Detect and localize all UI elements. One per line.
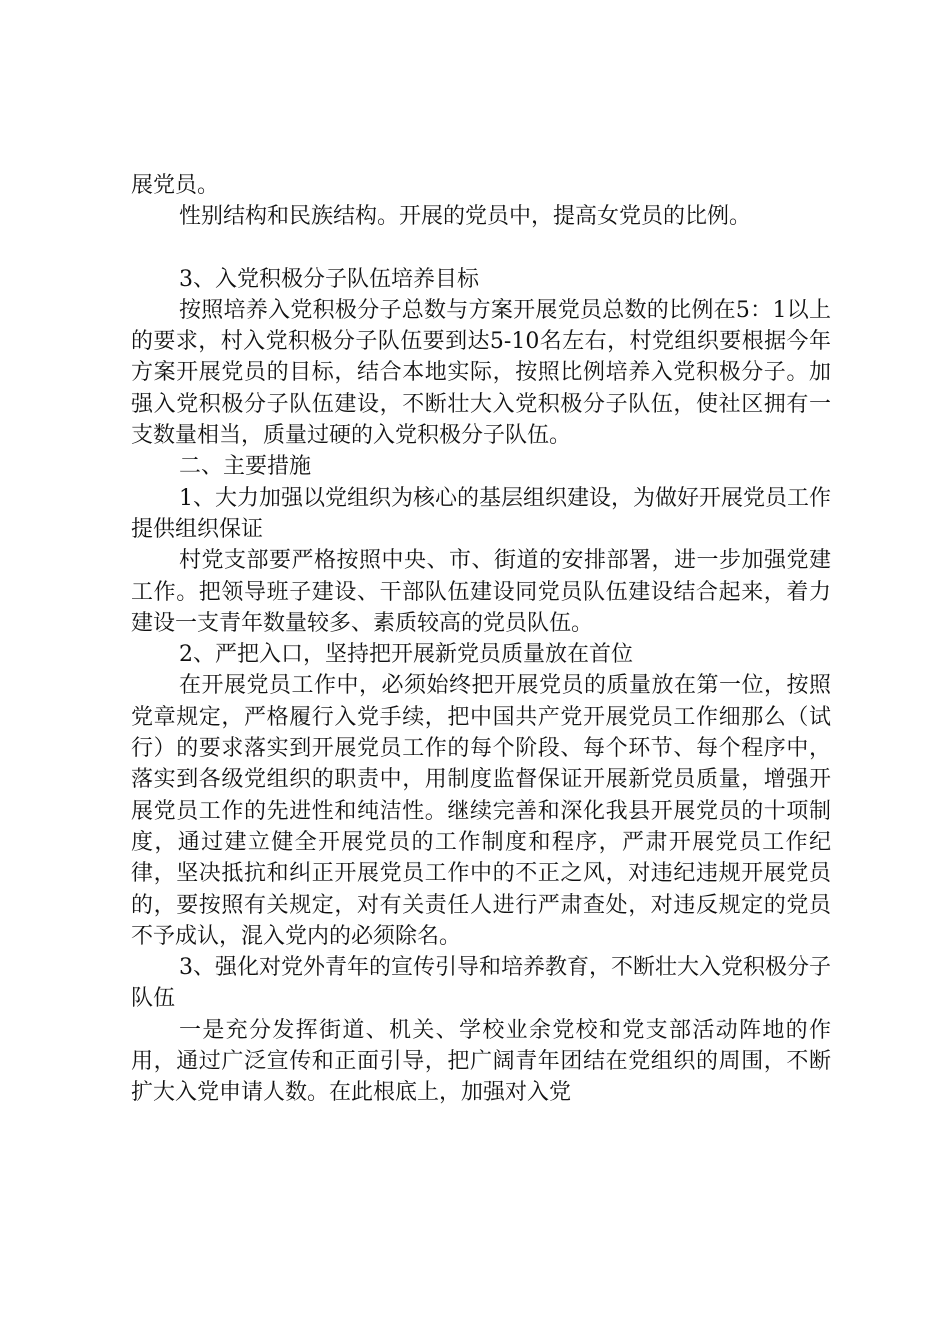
- paragraph-continuation: 展党员。: [131, 173, 220, 198]
- subheading-strict-entry: 2、严把入口，坚持把开展新党员质量放在首位: [179, 642, 633, 668]
- paragraph-gender-structure: 性别结构和民族结构。开展的党员中，提高女党员的比例。: [179, 204, 752, 230]
- paragraph-activist-ratio: 按照培养入党积极分子总数与方案开展党员总数的比例在5：1以上的要求，村入党积极分子队伍要到达5-10名左右，村党组织要根据今年方案开展党员的目标，结合本地实际，按照比例培养入党积极分子。加强入党积极分子队伍建设，不断壮大入党积极分子队伍，使社区拥有一支数量相当，质量过硬的入党积极分子队伍。: [131, 297, 831, 449]
- paragraph-branch-deployment: 村党支部要严格按照中央、市、街道的安排部署，进一步加强党建工作。把领导班子建设、干部队伍建设同党员队伍建设结合起来，着力建设一支青年数量较多、素质较高的党员队伍。: [131, 548, 831, 636]
- subheading-youth-education: 3、强化对党外青年的宣传引导和培养教育，不断壮大入党积极分子队伍: [131, 955, 831, 1012]
- paragraph-quality-first: 在开展党员工作中，必须始终把开展党员的质量放在第一位，按照党章规定，严格履行入党手续，把中国共产党开展党员工作细那么（试行）的要求落实到开展党员工作的每个阶段、每个环节、每个程序中，落实到各级党组织的职责中，用制度监督保证开展新党员质量，增强开展党员工作的先进性和纯洁性。继续完善和深化我县开展党员的十项制度，通过建立健全开展党员的工作制度和程序，严肃开展党员工作纪律，坚决抵抗和纠正开展党员工作中的不正之风，对违纪违规开展党员的，要按照有关规定，对有关责任人进行严肃查处，对违反规定的党员不予成认，混入党内的必须除名。: [131, 673, 831, 949]
- section-heading-main-measures: 二、主要措施: [179, 454, 312, 480]
- paragraph-party-school: 一是充分发挥街道、机关、学校业余党校和党支部活动阵地的作用，通过广泛宣传和正面引导，把广阔青年团结在党组织的周围，不断扩大入党申请人数。在此根底上，加强对入党: [131, 1017, 831, 1106]
- section-heading-activist-goal: 3、入党积极分子队伍培养目标: [179, 266, 479, 292]
- subheading-organization-building: 1、大力加强以党组织为核心的基层组织建设，为做好开展党员工作提供组织保证: [131, 485, 831, 542]
- document-body: [131, 170, 831, 1109]
